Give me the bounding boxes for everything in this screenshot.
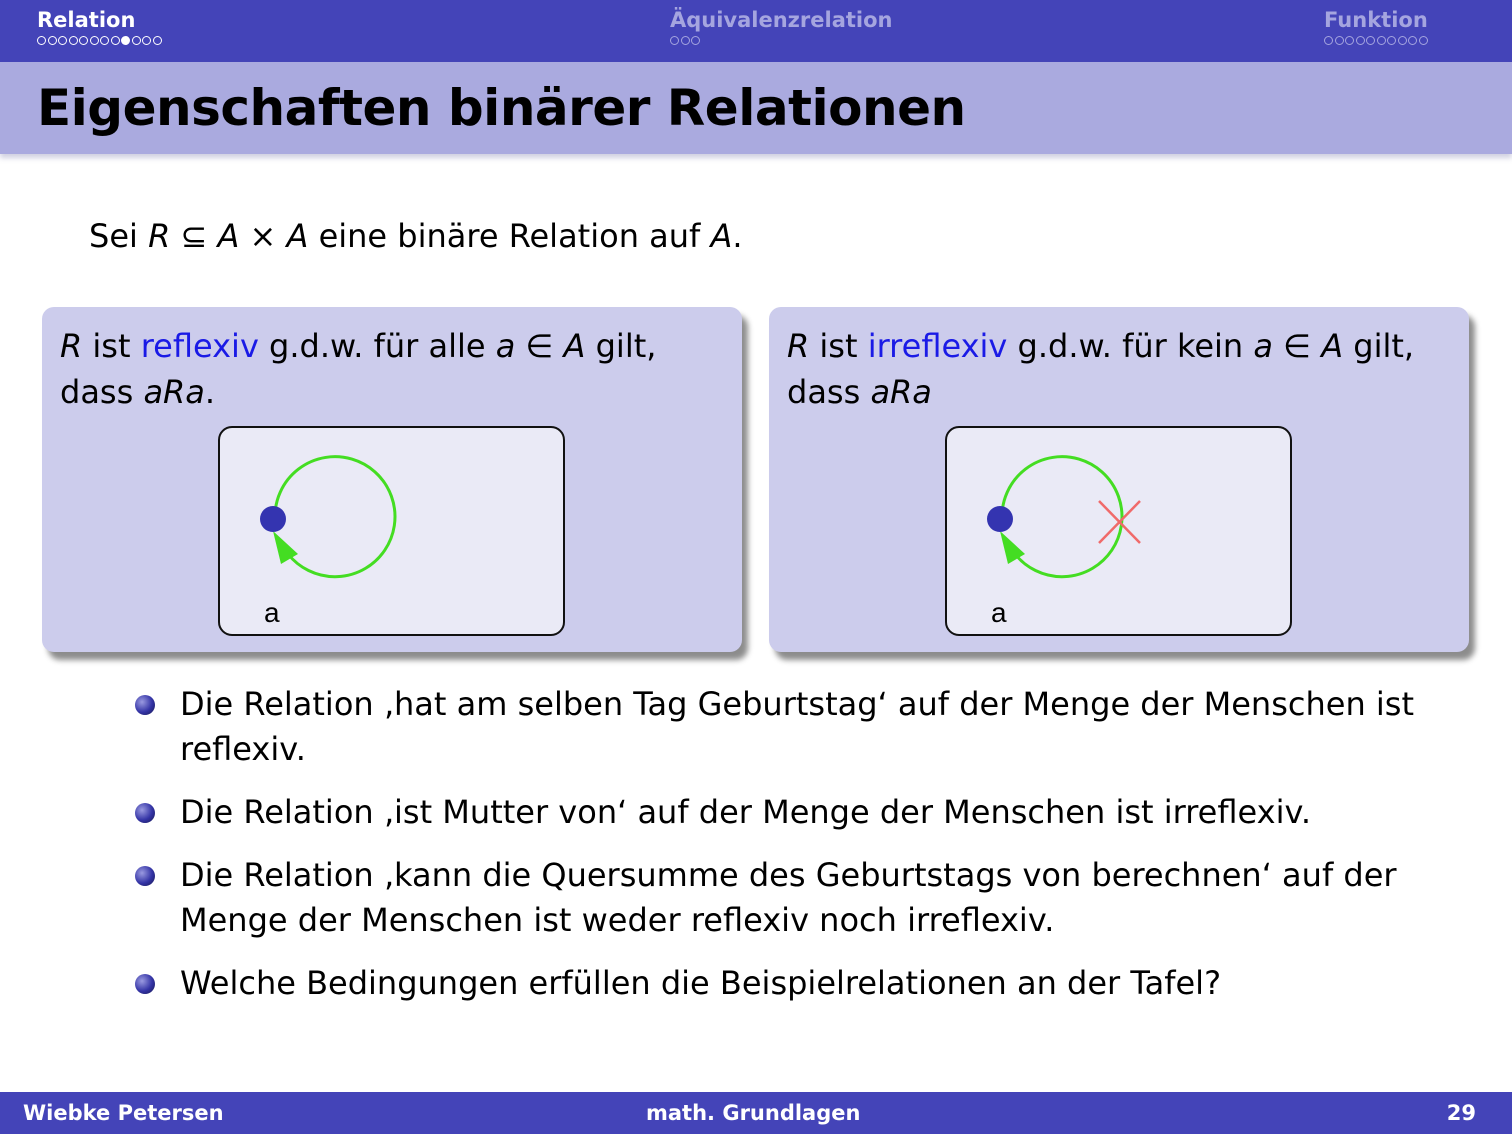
relation-symbol: R [60, 327, 83, 365]
definition-part: dass [60, 373, 144, 411]
intro-set: A [710, 217, 733, 255]
nav-dot[interactable] [670, 36, 679, 45]
definition-part: ist [82, 327, 141, 365]
nav-dot[interactable] [153, 36, 162, 45]
list-item-text: Die Relation ‚hat am selben Tag Geburtstag‘ auf der Menge der Menschen ist reflexiv. [180, 685, 1414, 768]
definition-text [60, 323, 740, 415]
definition-part: . [204, 373, 216, 411]
bullet-icon [135, 866, 155, 886]
self-loop-arc [1002, 457, 1122, 577]
intro-sentence [89, 214, 743, 258]
definition-box-reflexive [42, 307, 742, 652]
nav-dot[interactable] [132, 36, 141, 45]
nav-dot[interactable] [48, 36, 57, 45]
definition-part: g.d.w. für kein [1007, 327, 1254, 365]
bullet-icon [135, 803, 155, 823]
nav-section-title[interactable]: Äquivalenzrelation [670, 8, 893, 32]
definition-part: g.d.w. für alle [258, 327, 496, 365]
intro-formula: R ⊆ A × A [148, 217, 309, 255]
definition-part: dass [787, 373, 871, 411]
nav-section-title[interactable]: Funktion [1324, 8, 1428, 32]
relation-symbol: R [787, 327, 810, 365]
node-a [987, 506, 1013, 532]
list-item [180, 682, 1450, 772]
nav-progress-dots [1324, 36, 1428, 45]
nav-dot[interactable] [79, 36, 88, 45]
nav-dot[interactable] [1408, 36, 1417, 45]
intro-suffix: . [732, 217, 743, 255]
bullet-icon [135, 695, 155, 715]
intro-prefix: Sei [89, 217, 149, 255]
list-item-text: Die Relation ‚ist Mutter von‘ auf der Menge der Menschen ist irreflexiv. [180, 793, 1312, 831]
nav-section-funktion[interactable] [1324, 6, 1428, 45]
nav-progress-dots [37, 36, 162, 45]
nav-dot[interactable] [1419, 36, 1428, 45]
nav-dot[interactable] [681, 36, 690, 45]
list-item [180, 853, 1450, 943]
nav-dot-current[interactable] [121, 36, 130, 45]
footer-bar [0, 1092, 1512, 1134]
nav-dot[interactable] [1335, 36, 1344, 45]
nav-dot[interactable] [69, 36, 78, 45]
relation-formula: aRa [870, 373, 932, 411]
nav-dot[interactable] [1356, 36, 1365, 45]
relation-formula: aRa [143, 373, 205, 411]
nav-dot[interactable] [691, 36, 700, 45]
nav-dot[interactable] [100, 36, 109, 45]
membership-formula: a ∈ A [1253, 327, 1344, 365]
reflexive-diagram [218, 426, 565, 636]
nav-dot[interactable] [1324, 36, 1333, 45]
page-number: 29 [1446, 1101, 1476, 1125]
keyword-reflexiv: reflexiv [140, 327, 259, 365]
nav-dot[interactable] [1398, 36, 1407, 45]
nav-dot[interactable] [37, 36, 46, 45]
definition-part: gilt, [1343, 327, 1415, 365]
footer-author: Wiebke Petersen [23, 1101, 224, 1125]
nav-section-relation[interactable] [37, 6, 162, 45]
nav-dot[interactable] [1377, 36, 1386, 45]
slide-title: Eigenschaften binärer Relationen [37, 79, 966, 137]
nav-dot[interactable] [142, 36, 151, 45]
nav-dot[interactable] [111, 36, 120, 45]
node-a [260, 506, 286, 532]
nav-progress-dots [670, 36, 893, 45]
irreflexive-diagram [945, 426, 1292, 636]
nav-dot[interactable] [1366, 36, 1375, 45]
definition-part: gilt, [585, 327, 657, 365]
nav-dot[interactable] [90, 36, 99, 45]
nav-dot[interactable] [1387, 36, 1396, 45]
top-navigation [0, 0, 1512, 62]
node-label-a: a [264, 597, 280, 628]
list-item [180, 790, 1450, 835]
example-list [180, 682, 1450, 1024]
keyword-irreflexiv: irreflexiv [867, 327, 1008, 365]
slide-title-bar [0, 62, 1512, 154]
footer-title: math. Grundlagen [646, 1101, 861, 1125]
bullet-icon [135, 974, 155, 994]
nav-section-aequivalenzrelation[interactable] [670, 6, 893, 45]
definition-part: ist [809, 327, 868, 365]
self-loop-arc [275, 457, 395, 577]
membership-formula: a ∈ A [495, 327, 586, 365]
list-item-text: Welche Bedingungen erfüllen die Beispielrelationen an der Tafel? [180, 964, 1222, 1002]
nav-section-title[interactable]: Relation [37, 8, 136, 32]
definition-box-irreflexive [769, 307, 1469, 652]
nav-dot[interactable] [1345, 36, 1354, 45]
definition-text [787, 323, 1467, 415]
list-item [180, 961, 1450, 1006]
list-item-text: Die Relation ‚kann die Quersumme des Geburtstags von berechnen‘ auf der Menge der Menschen ist weder reflexiv noch irreflexiv. [180, 856, 1397, 939]
nav-dot[interactable] [58, 36, 67, 45]
intro-middle: eine binäre Relation auf [308, 217, 711, 255]
node-label-a: a [991, 597, 1007, 628]
